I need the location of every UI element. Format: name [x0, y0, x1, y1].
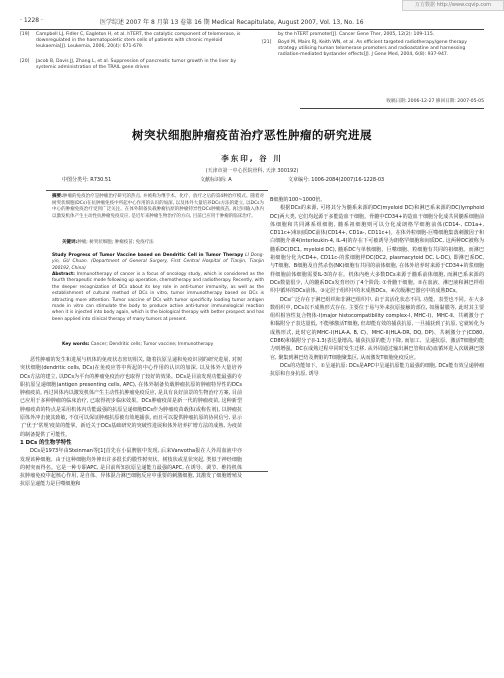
article-meta [0, 176, 504, 186]
body-paragraph: DCs的功能如下。①呈递抗原: DCs是APC中呈递抗原能力最强的细胞, DCs能有效呈递肿瘤抗原和自身抗原, 诱导 [270, 362, 484, 378]
document-code: 文献标识码: A [200, 177, 232, 183]
reference-text: Jacob B, Davis JJ, Zhang L, et al. Suppression of pancreatic tumor growth in the liver by systemic administration of the TRAIL gene driven [36, 59, 237, 71]
reference-number: [21] [262, 40, 272, 45]
abstract-cn-text: 肿瘤的免疫治疗是肿瘤治疗研究的热点, 并被称为继手术、化疗、放疗之后的第4种治疗模式。随着对树突状细胞(DCs)在抗肿瘤免疫中所起中心作用的认识的加深, 以及体外大量培养DCs方法的建立, 以DCs为中心的肿瘤免疫治疗受到广泛关注。在体外制备负载肿瘤抗原的肿瘤特异性DCs肿瘤疫苗, 再过回输入体内以激发机体产生主动性抗肿瘤免疫反应, 是近年来肿瘤生物治疗的方向, 目前已应用于肿瘤的临床治疗。 [52, 194, 264, 219]
clc-number: 中图分类号: R730.51 [62, 177, 112, 183]
article-id: 文章编号: 1006-2084(2007)16-1228-03 [288, 177, 385, 183]
received-dates: 收稿日期: 2006-12-27 修回日期: 2007-05-05 [386, 99, 484, 104]
keywords-cn-text: 肿瘤; 树突状细胞; 肿瘤疫苗; 免疫疗法 [77, 240, 154, 245]
body-paragraph: 恶性肿瘤的发生和进展与机体的免疫状态密切相关, 随着抗原呈递和免疫识别的研究进展, 对树突状细胞(dendritic cells, DCs)在免疫应答中所起的中心作用的认识的加深, 以及体外大量培养DCs方法的建立, 以DCs为平台的肿瘤免疫治疗也取得了较好的效果。DCs是目前发现功能最强的专职抗原呈递细胞(antigen presenting cells, APC), 在体外制备负载肿瘤抗原的肿瘤特异性的DCs肿瘤疫苗, 再过回体内以激发机体产生主动性抗肿瘤免疫反应, 是具有良好前景的生物治疗方案, 目前已应用于多种肿瘤的临床治疗, 已取得初步临床效果。DCs肿瘤疫苗是新一代的肿瘤疫苗, 这种新型肿瘤疫苗的特点是采用机体内功能最强的抗原呈递细胞DCs作为肿瘤疫苗载体(或称佐剂), 以肿瘤抗原体外冲击使其致敏, 不仅可以保证肿瘤抗原被有效地捕获, 而且可以提供肿瘤抗原的协同信号, 显示了'优于'常规'疫苗的能掌。新近关于DCs基础研究的突破性进展和体外培养扩增方法的成熟, 为疫苗的制备提供了可能性。 [20, 357, 242, 438]
article-authors: 李东印, 谷 川 [221, 154, 283, 163]
reference-item [20, 59, 242, 73]
reference-item [262, 32, 484, 40]
reference-item [262, 40, 484, 68]
watermark: 万方数据 http://www.cqvip.com [402, 0, 504, 11]
reference-item [20, 32, 242, 57]
abstract-label: 摘要: [52, 194, 63, 199]
reference-number: [20] [20, 59, 30, 64]
article-affiliation: (天津市第一中心医院骨科, 天津 300192) [205, 168, 299, 174]
running-header [0, 14, 504, 28]
keywords-cn [62, 240, 262, 247]
abstract-en [52, 253, 264, 272]
body-paragraph: 根据DCs的来源, 可将其分为髓系来源的DC(myeloid DC)和淋巴系来源的DC(lymphoid DC)两大类, 它们均起源于多能造血干细胞。骨髓中CD34+的造血干细胞分化成共同髓系细胞前体细胞和共同淋系组细胞, 髓系祖细胞则可以分化成朗格罕细胞前体(CD14-, CD1a+, CD11c+)和间质DC前体(CD14+, CD1a-, CD11c+)。在体外粒细胞-巨噬细胞集落刺激因子和白细胞介素4(interleukin-4, IL-4)的存在下可被诱导为朗格罕细胞和间质DC, 这两种DC被称为髓系DC(DC1, myeloid DC), 髓系DC与单核细胞、巨噬细胞、粒细胞有共同的祖细胞。而淋巴祖细胞分化为CD4+, CD11c-的浆细胞样DC(DC2, plasmacytoid DC, L-DC), 即淋巴系DC, 与T细胞、B细胞及自然杀伤(NK)细胞有共同的前体细胞, 在体外培养时来源于CD34+的浆细胞样细胞前体细胞需要IL-3的存在。机体内绝大多数DCs来源于髓系前体细胞, 而淋巴系来源的DCs数量很少, 人的髓系DCs发育经历了4个阶段: ①骨髓干细胞。②在血液、淋巴液和淋巴样组织中循环的DCs前体。③定居于组织中的未成熟DCs。④次级淋巴器官中的成熟DCs。 [270, 205, 484, 295]
abstract-en-text: Immunotherapy of cancer is a focus of oncology study, which is considered as the fourth therapeutic mode following up operation, chemotherapy and radiotherapy. Recently, with the deeper recognization of DCs about its key role in anti-tumor immunity, as well as the establishment of cultural method of DCs in vitro, tumor immunotherapy based on DCs is attracting more attention. Tumor vaccine of DCs with tumor specificity loading tumor antigen made in vitro can stimulate the body to produce active anti-tumor immunological reaction when it is injected into body again, which is the biological therapy with better prospect and has been applied into clinical therapy of many tumors at present. [52, 272, 264, 322]
abstract-en-label: Abstract: [52, 272, 75, 277]
page-number: · 1228 · [20, 17, 43, 24]
abstract-cn [52, 194, 264, 220]
keywords-label: 关键词: [62, 240, 78, 245]
abstract-en-title: Study Progress of Tumor Vaccine based on Dendritic Cell in Tumor Therapy [52, 253, 244, 258]
body-paragraph: B细胞的100~1000倍。 [270, 197, 326, 203]
abstract-en-authors: LI Dong-yin, GU Chuan. [52, 253, 265, 265]
section-heading: 1 DCs 的生物学特性 [20, 439, 72, 446]
keywords-en [62, 342, 262, 348]
reference-text: Campbell LJ, Fidler C, Eagleton H, et al. hTERT, the catalytic component of telomerase, is downregulated in the haematopoietic stem cells of patients with chronic myeloid leukaemia[J]. Leukemia, 2006, 20(4): 671-679. [36, 32, 241, 50]
abstract-en-body [52, 272, 264, 323]
reference-text: Boyd M, Mairs RJ, Keith WN, et al. An efficient targeted radiotherapy/gene therapy strategy utilising human telomerase promoters and radioastatine and harnessing radiation-mediated bystander effects[J]. J Gene Med, 2004, 6(8): 937-947. [278, 40, 467, 58]
reference-number: [19] [20, 32, 30, 37]
keywords-en-label: Key words: [62, 342, 90, 347]
header-rule [20, 29, 484, 30]
body-paragraph: DCs广泛存在于淋巴组织和非淋巴组织中, 由于其活化状态不同, 功能、表型也不同。在大多数组织中, DCs以不成熟形式存在, 主要位于易与外来抗原接触的部位, 如肠黏膜等, 此时其主要组织相容性复合物体-Ⅰ(major histocompatibility complex-Ⅰ, MHC-Ⅰ)、MHC-Ⅱ、共刺激分子和黏附分子表达量低, 不能够激活T细胞, 但却能有效的捕获抗原, 一旦捕获到了抗原, 它就转化为成熟形式, 此时它的MHC-Ⅰ(HLA-A, B, C)、MHC-Ⅱ(HLA-DR, DQ, DP)、共刺激分子(CD80, CD86)和黏附分子(I-1.3)表达量增高, 捕获抗原的能力下降, 而加工、呈递抗原、激活T细胞的能力则增强。DC在成熟过程中同时发生迁移, 从外周通过输出淋巴管和(或)血循环进入次级淋巴器官, 聚集到淋巴结及脾脏的T细胞聚集区, 从而激发T细胞免疫反应。 [270, 296, 484, 361]
keywords-en-text: Cancer; Dendritic cells; Tumor vaccine; Immunotherapy [90, 342, 214, 347]
body-right-column [270, 196, 484, 379]
body-left-column [20, 356, 242, 489]
article-title: 树突状细胞肿瘤疫苗治疗恶性肿瘤的研究进展 [132, 128, 372, 142]
body-paragraph: DCs是1973年由Steinman等[1]首先在小鼠脾脏中发现, 后来Vanvotha报在人外周血液中亦发现该种细胞。由于这种细胞均外伸出许多很长的膜性树突状、树枝状或星状突起, 类似于神经细胞的树突而得名。它是一种专职APC, 是目前所知抗原呈递能力最强的APC, 在诱导、调节、维持机体抗肿瘤免疫中起核心作用, 是自体、异体混合淋巴细胞反应中重要的刺激细胞, 其激发了细胞增殖及抗原呈递能力是巨噬细胞和 [20, 448, 242, 488]
journal-info: 医学综述 2007 年 8 月第 13 卷第 16 期 Medical Recapitulate, August 2007, Vol. 13, No. 16 [100, 19, 364, 26]
abstract-en-affiliation: (Department of General Surgery, First Central Hospital of Tianjin, Tianjin 300192, China) [52, 259, 265, 271]
reference-text: by the hTERT promoter[J]. Cancer Gene Ther, 2005, 12(2): 109-115. [278, 32, 435, 37]
reference-end-rule [300, 108, 484, 109]
